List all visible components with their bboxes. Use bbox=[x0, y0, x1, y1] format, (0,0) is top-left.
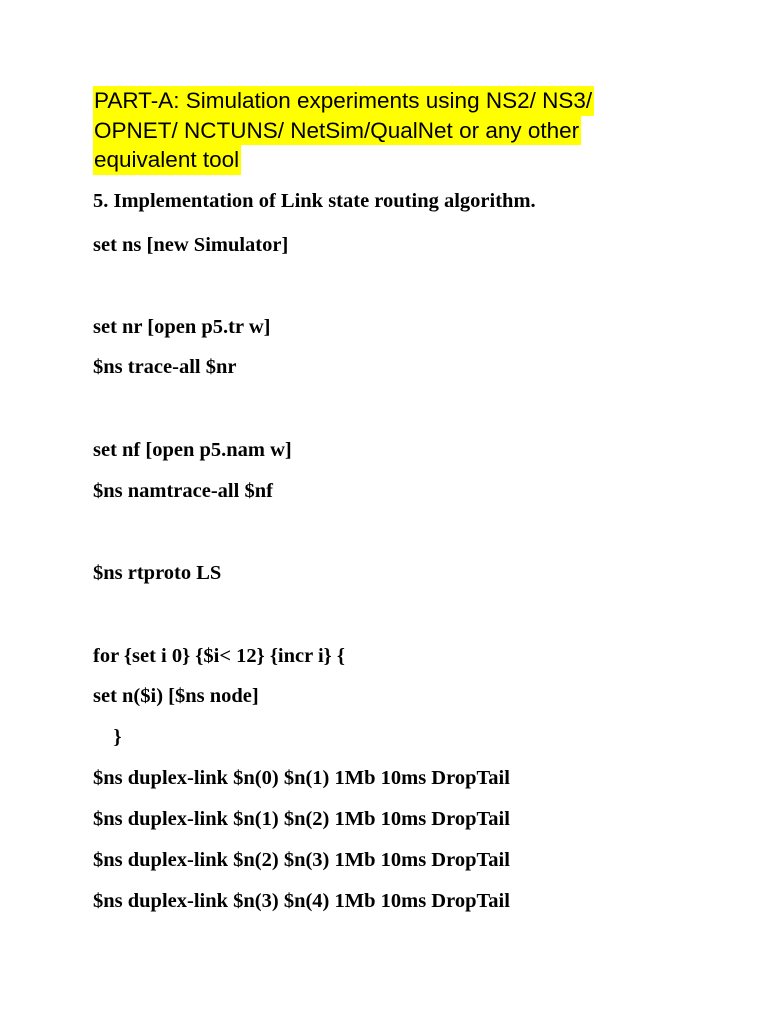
heading-line-3: equivalent tool bbox=[93, 145, 241, 175]
code-line: set n($i) [$ns node] bbox=[93, 685, 259, 707]
code-line: set nf [open p5.nam w] bbox=[93, 439, 292, 461]
code-line: $ns duplex-link $n(1) $n(2) 1Mb 10ms DropTail bbox=[93, 808, 510, 830]
heading-line-1: PART-A: Simulation experiments using NS2/ NS3/ bbox=[93, 86, 594, 116]
code-line: $ns namtrace-all $nf bbox=[93, 480, 273, 502]
code-line: $ns trace-all $nr bbox=[93, 356, 237, 378]
code-line: $ns duplex-link $n(3) $n(4) 1Mb 10ms DropTail bbox=[93, 890, 510, 912]
highlighted-heading bbox=[93, 86, 653, 175]
heading-line-2: OPNET/ NCTUNS/ NetSim/QualNet or any other bbox=[93, 116, 581, 146]
code-line: set nr [open p5.tr w] bbox=[93, 316, 271, 338]
code-line: set ns [new Simulator] bbox=[93, 234, 289, 256]
code-line: for {set i 0} {$i< 12} {incr i} { bbox=[93, 645, 345, 667]
code-line: $ns rtproto LS bbox=[93, 562, 222, 584]
code-line: } bbox=[93, 726, 122, 748]
code-line: $ns duplex-link $n(2) $n(3) 1Mb 10ms DropTail bbox=[93, 849, 510, 871]
section-title: 5. Implementation of Link state routing algorithm. bbox=[93, 190, 536, 212]
code-line: $ns duplex-link $n(0) $n(1) 1Mb 10ms DropTail bbox=[93, 767, 510, 789]
